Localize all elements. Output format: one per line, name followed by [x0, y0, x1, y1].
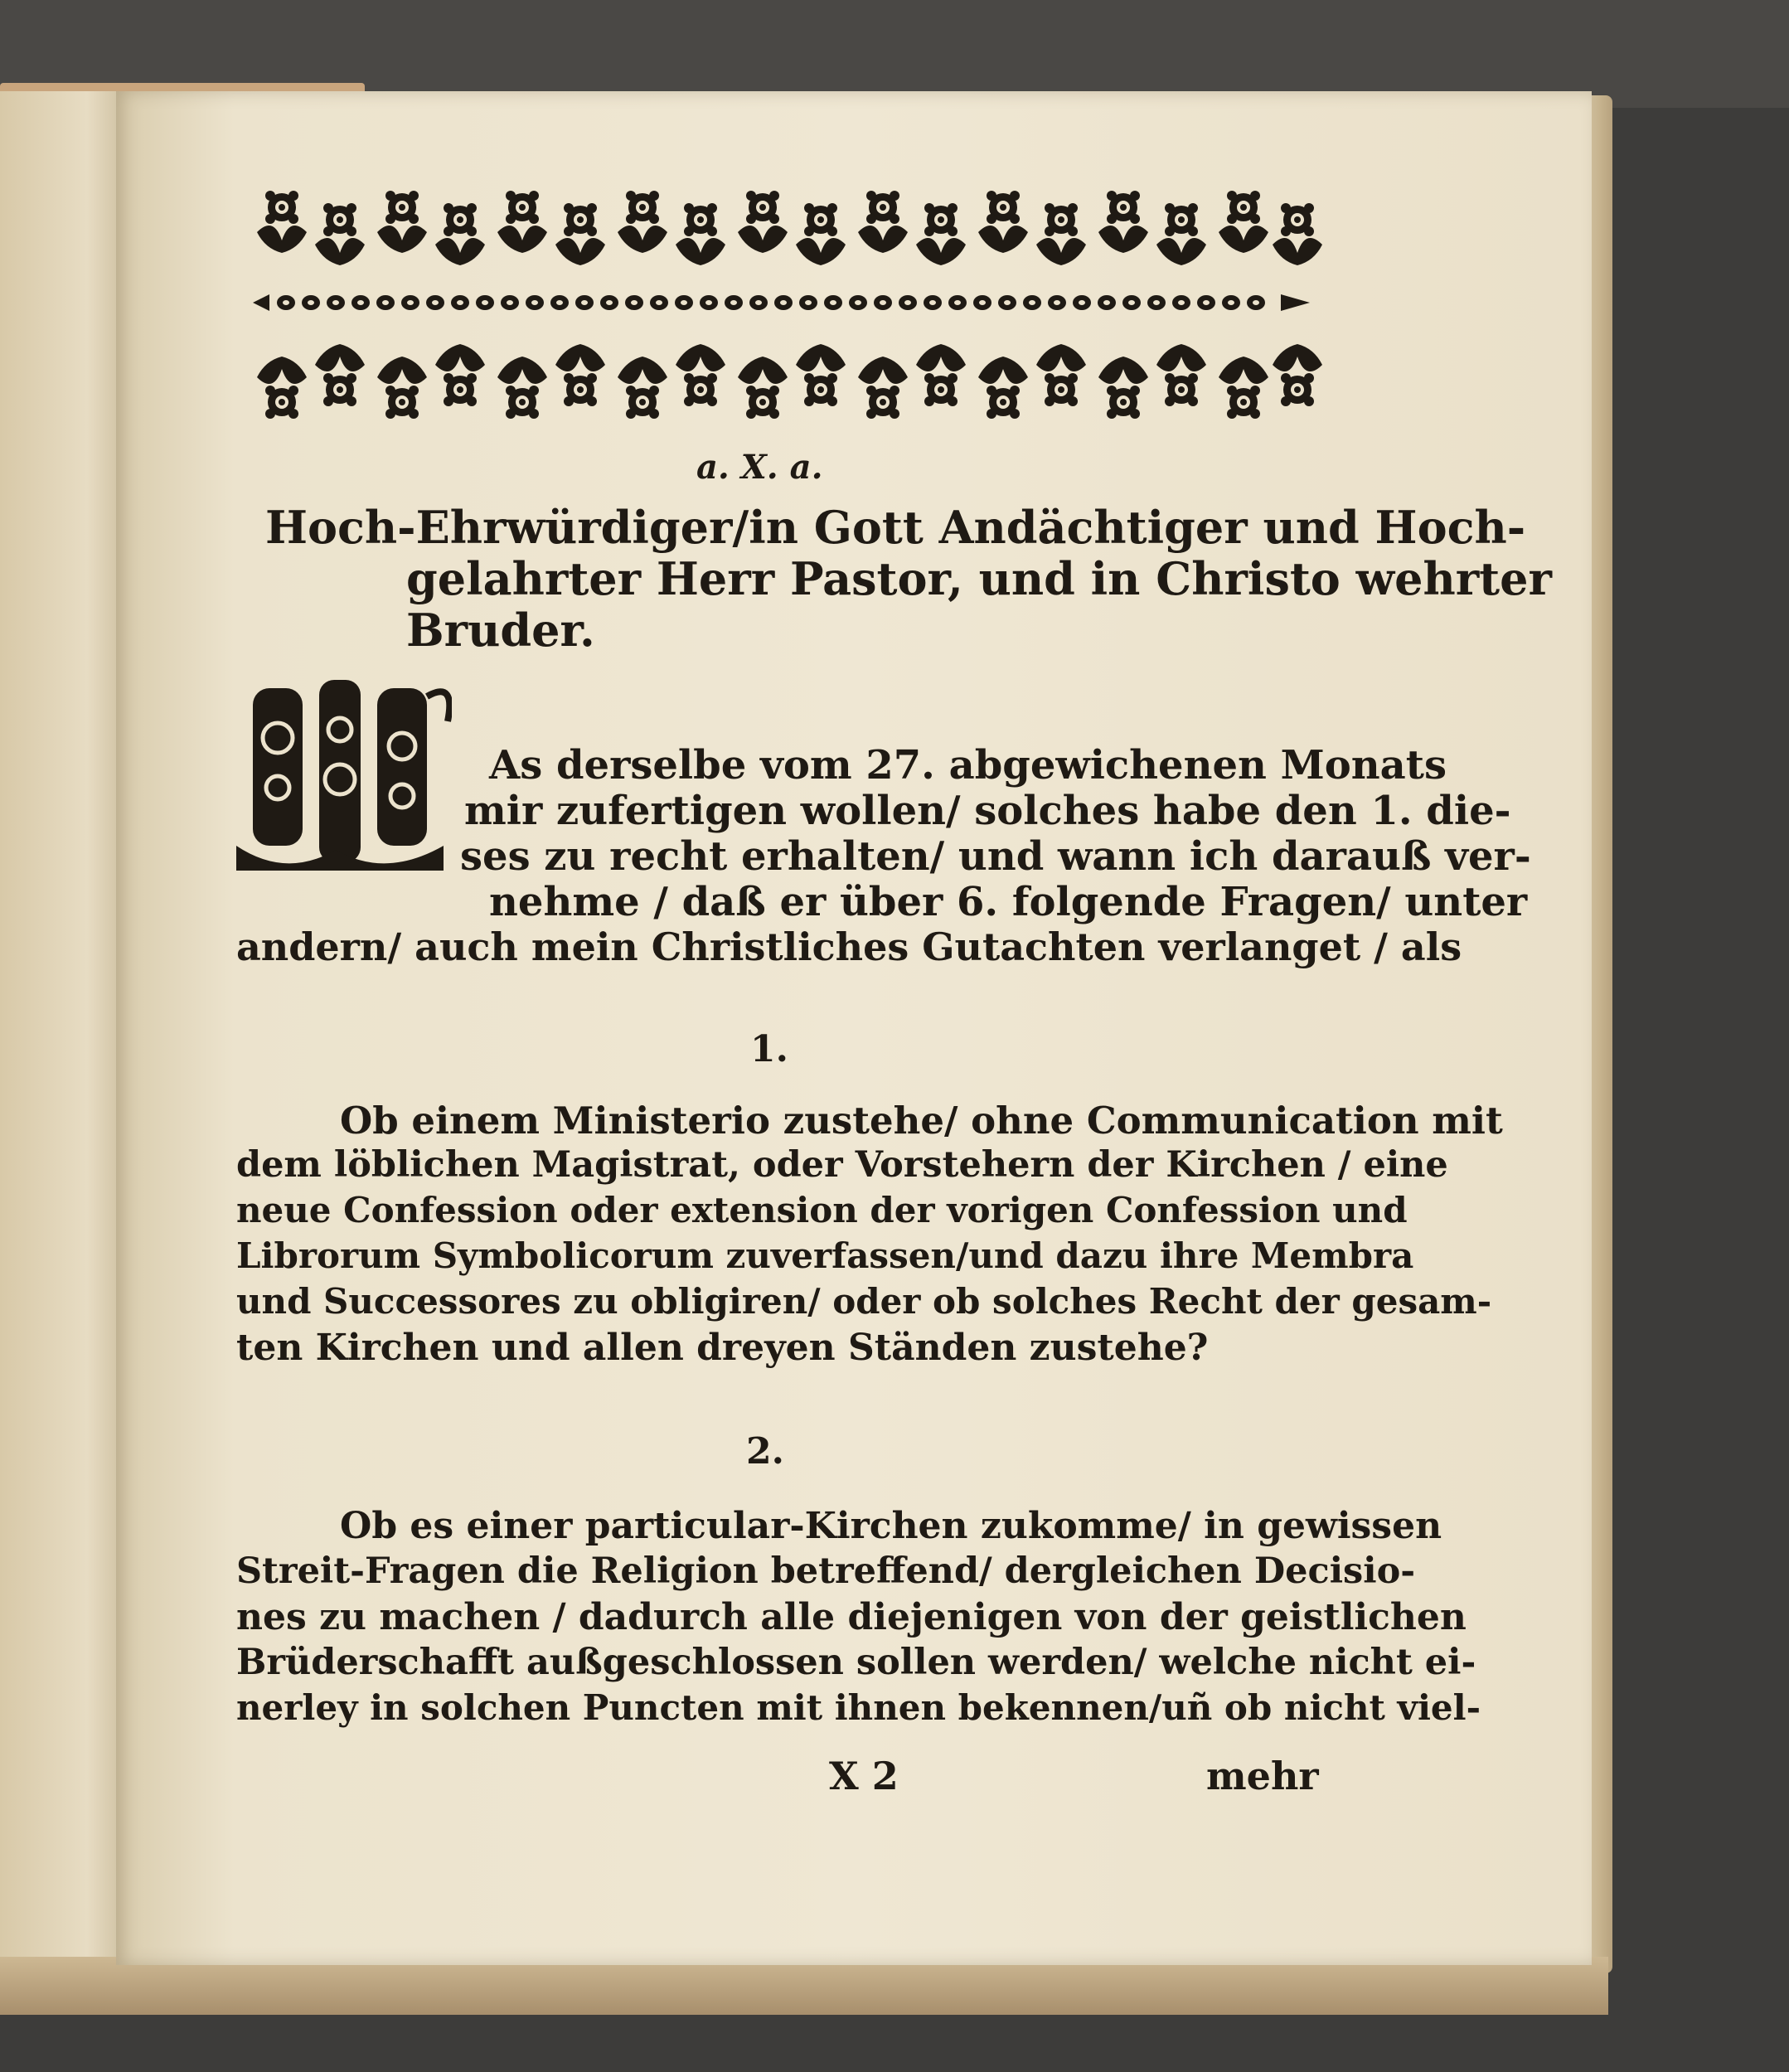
intro-line: nehme / daß er über 6. folgende Fragen/ unter [489, 879, 1528, 925]
salutation-line: Bruder. [406, 604, 595, 657]
intro-line: mir zufertigen wollen/ solches habe den 1. die- [464, 788, 1511, 834]
signature-mark-bottom: X 2 [829, 1754, 899, 1798]
question1-line: Librorum Symbolicorum zuverfassen/und dazu ihre Membra [236, 1235, 1414, 1276]
intro-line: As derselbe vom 27. abgewichenen Monats [489, 742, 1447, 789]
salutation [265, 502, 1552, 656]
intro-line: andern/ auch mein Christliches Gutachten verlanget / als [236, 924, 1462, 969]
question1-line: ten Kirchen und allen dreyen Ständen zustehe? [236, 1327, 1209, 1369]
question1-line: neue Confession oder extension der vorigen Confession und [236, 1190, 1408, 1230]
question1-line: dem löblichen Magistrat, oder Vorstehern der Kirchen / eine [236, 1144, 1448, 1186]
question1-line: Ob einem Ministerio zustehe/ ohne Communication mit [340, 1099, 1503, 1143]
question2-line: nes zu machen / dadurch alle diejenigen von der geistlichen [236, 1596, 1467, 1638]
signature-mark: a. X. a. [696, 448, 823, 487]
question2-line: Brüderschafft außgeschlossen sollen werden/ welche nicht ei- [236, 1642, 1476, 1683]
question2-line: nerley in solchen Puncten mit ihnen bekennen/uñ ob nicht viel- [236, 1687, 1481, 1728]
left-page [0, 91, 124, 1973]
ornament-band [245, 178, 1322, 431]
question2-line: Streit-Fragen die Religion betreffend/ dergleichen Decisio- [236, 1550, 1416, 1592]
question1-line: und Successores zu obligiren/ oder ob solches Recht der gesam- [236, 1281, 1492, 1322]
catchword: mehr [1206, 1754, 1319, 1798]
question-number: 1. [750, 1028, 788, 1070]
salutation-line: gelahrter Herr Pastor, und in Christo wehrter [406, 552, 1552, 605]
question2-line: Ob es einer particular-Kirchen zukomme/ in gewissen [340, 1505, 1442, 1547]
salutation-line: Hoch-Ehrwürdiger/in Gott Andächtiger und Hoch- [265, 501, 1526, 554]
decorated-initial [236, 672, 452, 879]
book-bottom-edge [0, 1957, 1608, 2015]
intro-line: ses zu recht erhalten/ und wann ich darauß ver- [460, 833, 1531, 880]
question-number: 2. [746, 1430, 784, 1473]
